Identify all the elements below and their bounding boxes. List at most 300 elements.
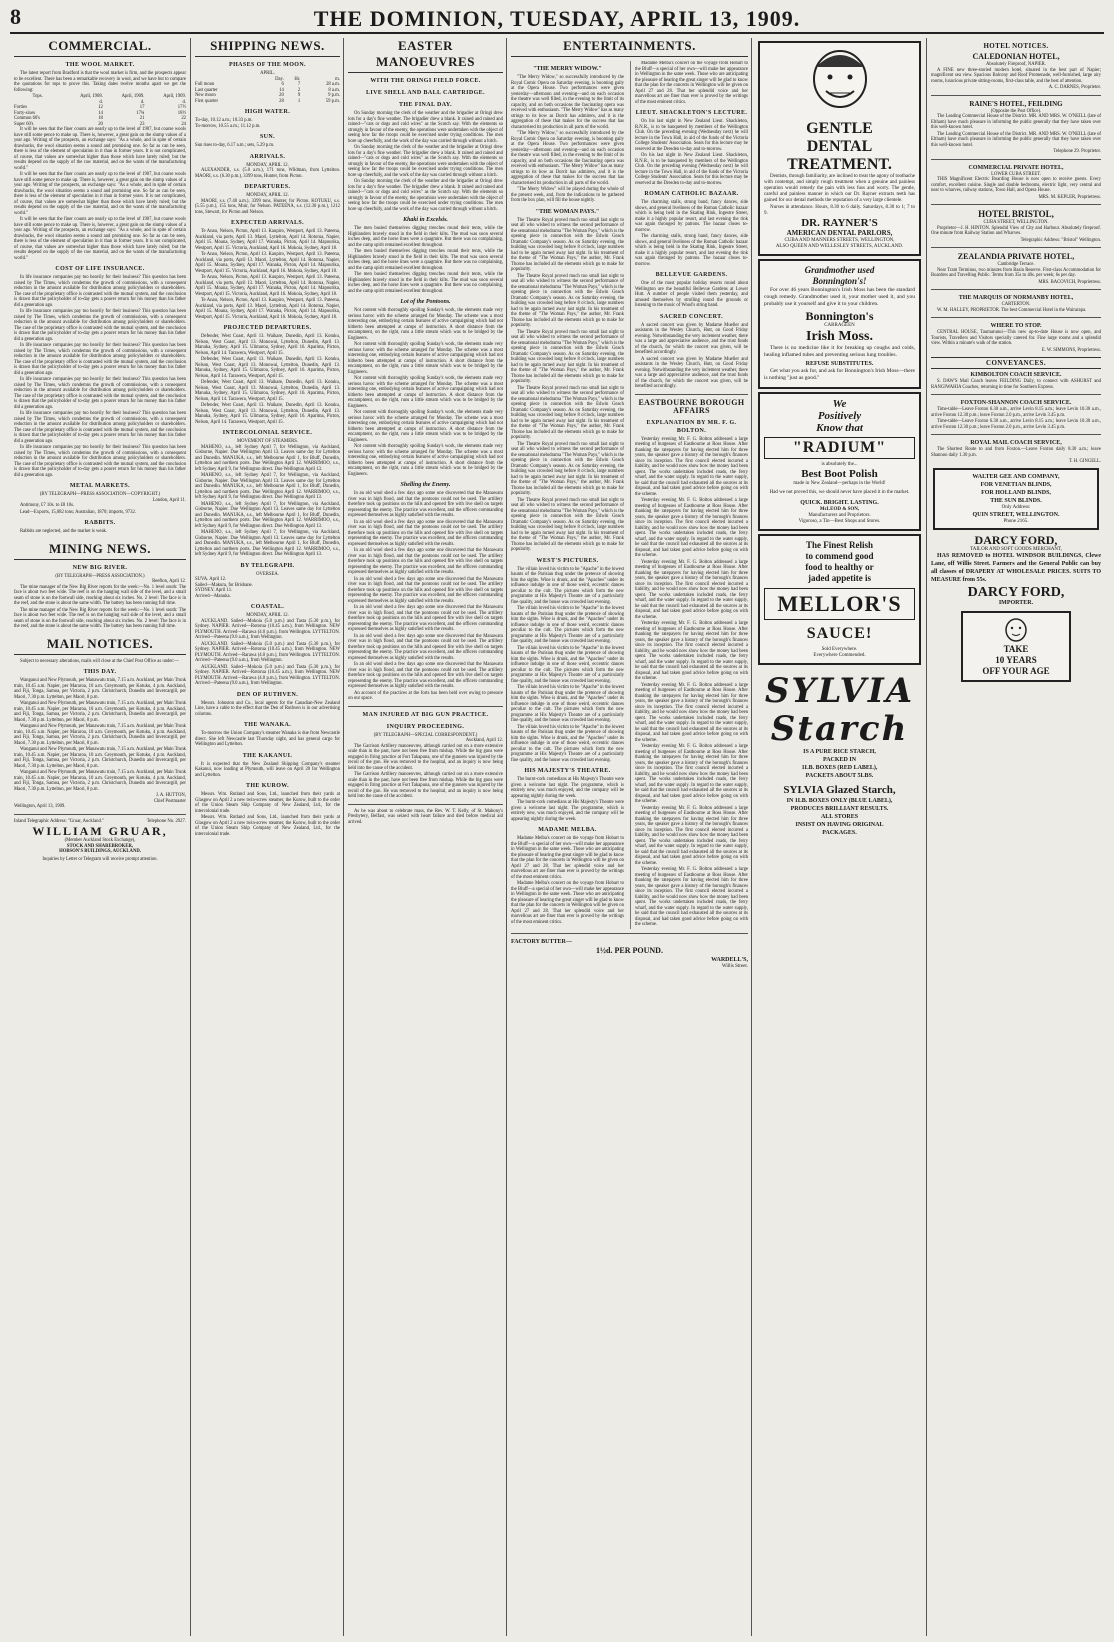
table-cell: First quarter (195, 98, 219, 104)
table-cell: New moon (195, 93, 216, 98)
table-cell: 23 (139, 121, 145, 127)
hotel-place: LOWER CUBA STREET. (991, 171, 1041, 177)
inquiry-body: The Garrison Artillery manoeuvres, although carried out on a more extensive scale than in the past, have not been free from mishap. While the big guns were engaged in firing practice at Fort Takapuna, one of the gunners was injured by the recoil of the gun. He was removed to the hospital, and an inquiry is now being held into the cause of the accident. (348, 743, 503, 771)
metal-byline: (BY TELEGRAPH—PRESS ASSOCIATION—COPYRIGHT.) (39, 492, 161, 497)
merry-widow-body: "The Merry Widow," so successfully introduced by the Royal Comic Opera on Saturday evening, is booming gaily at the Opera House. Two performances were given yesterday—afternoon and evening—and on each occasion the theatre was well filled, in the evening to the limit of its capacity, and on both occasions the fascinating opera was received with enthusiasm. "The Merry Widow" has as many strings to its bow as Dorrit has admirers, and it is the aggregation of these that makes for the success that has characterised its production in all parts of the world. (511, 75, 624, 130)
expected-body: Te Anau, Nelson, Picton, April 13. Kaupiro, Westport, April 13. Pateena, Auckland, via ports, April 13. Maori, Lyttelton, April 14. Rotorua, Napier, April 15. Moana, Sydney, April 17. Wanaka, Picton, April 14. Mapourika, Westport, April 15. Victoria, Auckland, April 16. Mokoia, Sydney, April 18. (195, 275, 340, 297)
sacred-body: A sacred concert was given by Madame Mueller and assistants in the Wesley Church, Hutt, on Good Friday evening. Notwithstanding the very inclement weather, there was a large and appreciative audience, and the trust funds of the church, for which the concert was given, will be benefited accordingly. (635, 356, 748, 389)
blinds-line: THE SUN BLINDS. (990, 497, 1042, 504)
factory-butter-label: FACTORY BUTTER— (511, 938, 572, 945)
take-line: 10 YEARS (995, 655, 1037, 665)
note-title: THE KAKANUI. (242, 752, 293, 759)
radium-maker: Vigoroso, a Tin—Best Shops and Stores. (798, 518, 881, 524)
smiling-man-illustration (780, 47, 900, 117)
bazaar-body: The charming stalls, strong band, fancy dances, side shows, and general liveliness of the Roman Catholic bazaar which is being held in the Skating Rink, Ingestre Street, make it a highly popular resort, and last evening the rink was again thronged by patrons. The bazaar closes to-morrow. (635, 234, 748, 267)
hotel-body: The Leading Commercial House of the District. MR. AND MRS. W. O'NEILL (late of Eltham) have much pleasure in informing the public generally that they have taken over this well-known hotel. (931, 131, 1101, 148)
melba-body: Madame Melba's concert on the voyage from Hobart to the Bluff—a special of her own—will make her appearance in Wellington in the same week. Those who are anticipating the pleasure of hearing the great singer will be glad to know that the plan for the concerts in Wellington will be given on April 27 and 28. That her splendid voice and her marvellous art are finer than ever is proved by the writings of the most eminent critics. (511, 836, 624, 880)
moon-header: Hr. (294, 76, 301, 82)
shelling-title: Shelling the Enemy. (400, 482, 451, 488)
departures-body: MAORI, s.s. (7.40 a.m.), 3399 tons, Hunter, for Picton. KOTUKU, s.s. (5.55 p.m.), 155 tons, Muir, for Nelson. PATEENA, s.s. (12.30 p.m.), 1212 tons, Stewart, for Picton and Nelson. (195, 198, 340, 215)
sylvia-starch: Starch (770, 708, 909, 749)
arrivals-date: MONDAY, APRIL 12. (246, 162, 289, 168)
wool-body: It will be seen that the finer counts are nearly up to the level of 1907, but coarse wools have still some pence to make up. There is, however, a great gain on the slump values of a year ago. Writing of the prospects, an exchange says: "As a whole, and in spite of certain drawbacks, the wool situation seems a sound and promising one. So far as can be seen, there is less of the element of speculation in it than in former years. It is not complicated, of course, that values are somewhat higher than those which have lately ruled; but the results depend on the supply of the raw material, and on the wants of the manufacturing world." (14, 172, 186, 216)
conveyance-body: Time-table—Leave Foxton 6.30 a.m., arrive Levin 8.15 a.m.; leave Levin 10.30 a.m., arrive Foxton 12.30 p.m.; leave Foxton 2.0 p.m., arrive Levin 3.45 p.m. (931, 419, 1101, 430)
radium-line: Positively (817, 409, 862, 422)
insurance-body: In life insurance companies pay too heavily for their business? This question has been raised by The Times, which condemns the growth of commissions, with a consequent reduction in the amount available for distribution among policyholders or shareholders. The case of the proprietary office is contrasted with the mutual system, and the conclusion is drawn that the policyholder of to-day gets a poorer return for his money than his father did a generation ago. (14, 411, 186, 444)
intercolonial-body: MAHENO, s.s., left Sydney April 7, for Wellington, via Auckland, Gisborne, Napier. Due Wellington April 13. Leaves same day for Lyttelton and Dunedin. MANUKA, s.s., left Melbourne April 1, for Bluff, Dunedin, Lyttelton and northern ports. Due Wellington April 12. WARRIMOO, s.s., left Sydney April 9, for Wellington direct. Due Wellington April 13. (195, 530, 340, 557)
mining-title: NEW BIG RIVER. (72, 564, 128, 571)
hotel-proprietor: A. C. DARNES, Proprietor. (1048, 85, 1101, 90)
sylvia-line: IN 1LB. BOXES ONLY (BLUE LABEL), (786, 797, 893, 804)
hotel-body: A FINE new three-storied modern hotel, situated in the best part of Napier; magnificent sea view. Spacious Balcony and Roof Promenade, well-furnished, large airy rooms, luxurious private sitting-rooms, first-class table, and the best of attention. (931, 67, 1101, 84)
intercolonial-title: INTERCOLONIAL SERVICE. (222, 430, 313, 436)
wests-title: WEST'S PICTURES. (536, 557, 599, 564)
wool-table-subheader: d. (140, 99, 145, 105)
wool-market-title: THE WOOL MARKET. (65, 62, 135, 68)
melba-body: Madame Melba's concert on the voyage from Hobart to the Bluff—a special of her own—will make her appearance in Wellington in the same week. Those who are anticipating the pleasure of hearing the great singer will be glad to know that the plan for the concerts in Wellington will be given on April 27 and 28. That her splendid voice and her marvellous art are finer than ever is proved by the writings of the most eminent critics. (511, 881, 624, 925)
hotel-heading: HOTEL NOTICES. (983, 42, 1049, 50)
divider (14, 814, 186, 815)
gruar-line: (Member Auckland Stock Exchange), (64, 838, 136, 843)
conveyance-name: ROYAL MAIL COACH SERVICE, (970, 440, 1062, 446)
woman-pays-body: The Theatre Royal proved much too small last night to seat all who wished to witness the second performance of the sensational melodrama "The Woman Pays," which is the opening piece in connection with the Edwin Geach Dramatic Company's season. As on Saturday evening, the building was crowded long before 8 o'clock, large numbers had to be again turned away last night. In his treatment of the theme of "The Woman Pays," the author, Mr. Frank Thorne has included all the elements which go to make for popularity. (511, 273, 624, 328)
wool-table-subheader: d. (99, 99, 103, 105)
table-cell: 18½ (177, 110, 186, 116)
majesty-body: The burnt-cork comedians at His Majesty's Theatre were given a welcome last night. The programme, which is entirely new, was much enjoyed, and the company will be appearing nightly during the week. (511, 800, 624, 822)
moon-header: m. (335, 76, 340, 82)
sacred-body: A sacred concert was given by Madame Mueller and assistants in the Wesley Church, Hutt, on Good Friday evening. Notwithstanding the very inclement weather, there was a large and appreciative audience, and the trust funds of the church, for which the concert was given, will be benefited accordingly. (635, 322, 748, 355)
table-cell: 22 (181, 116, 186, 121)
table-cell: 17½ (177, 105, 186, 110)
mail-body: Wanganui and New Plymouth, per Manawatu train, 7.15 a.m. Auckland, per Main Trunk train, 10.45 a.m. Napier, per Mararoa, 10 a.m. Greymouth, per Kotuku, 4 p.m. Auckland, and Fiji, Tonga, Samoa, per Victoria, 2 p.m. Christchurch, Dunedin and Invercargill, per Maori, 7.30 p.m. Lyttelton, per Maori, 8 p.m. (14, 770, 187, 792)
entertainments-heading: ENTERTAINMENTS. (511, 38, 748, 57)
projected-body: Defender, West Coast, April 13. Waikare, Dunedin, April 13. Kotuku, Nelson, West Coast, April 13. Monowai, Lyttelton, Dunedin, April 13. Manuka, Sydney, April 15. Ulimaroa, Sydney, April 16. Aparima, Picton, Nelson, April 14. Tarawera, Westport, April 15. (195, 380, 340, 402)
irish-moss-ad (758, 259, 921, 389)
moss-refuse: REFUSE SUBSTITUTES. (805, 360, 874, 367)
hotel-place: (Opposite the Post Office). (990, 108, 1042, 114)
easter-body: In an old wool shed a few days ago some one discovered that the Manawatu river was in high flood, and that the pontoons could not be used. The artillery therefore took up positions on the hills and opened fire with live shell on targets representing the enemy. The practice was excellent, and the officers commanding expressed themselves as highly satisfied with the results. (348, 662, 503, 689)
departures-date: MONDAY, APRIL 12. (246, 193, 289, 198)
bazaar-body: The charming stalls, strong band, fancy dances, side shows, and general liveliness of the Roman Catholic bazaar which is being held in the Skating Rink, Ingestre Street, make it a highly popular resort, and last evening the rink was again thronged by patrons. The bazaar closes to-morrow. (635, 200, 748, 233)
easter-body: On Sunday morning the clerk of the weather and the brigadier at Oringi drew lots for a day's fine weather. The brigadier drew a blank. It rained and rained and rained—"cats or dogs and cold wires" as the Scotch say. With the elements so strongly in favour of the enemy, the operations were undertaken with the object of seeing how far the troops could be exercised under trying conditions. The men bore up cheerfully, and the work of the day was carried through without a hitch. (348, 179, 503, 212)
table-cell: Last quarter (195, 87, 218, 93)
sylvia-line: 1LB. BOXES (RED LABEL), (801, 764, 878, 771)
column-entertainments (506, 38, 752, 1636)
tides-line: To-morrow, 10.55 a.m.; 11.12 p.m. (195, 123, 261, 129)
easter-heading: EASTER MANOEUVRES (348, 38, 503, 73)
merry-widow-title: "THE MERRY WIDOW." (533, 66, 602, 72)
table-cell: 20 (279, 93, 284, 98)
note-body: To-morrow the Union Company's steamer Wanaka is due from Newcastle direct. She left Newcastle last Thursday night, and has general cargo for Wellington and Lyttelton. (195, 731, 340, 747)
final-day-title: THE FINAL DAY. (398, 102, 452, 108)
columns (10, 38, 1104, 1636)
dental-hours: Nurses in attendance. Hours, 8.30 to 6 daily. Saturdays, 8.30 to 1; 7 to 9. (764, 204, 915, 216)
sylvia-line: PRODUCES BRILLIANT RESULTS. (790, 805, 889, 812)
telegraph-subtitle: OVERSEA. (256, 571, 279, 577)
sylvia-starch-ad (758, 668, 921, 841)
easter-body: In an old wool shed a few days ago some one discovered that the Manawatu river was in high flood, and that the pontoons could not be used. The artillery therefore took up positions on the hills and opened fire with live shell on targets representing the enemy. The practice was excellent, and the officers commanding expressed themselves as highly satisfied with the results. (348, 576, 503, 604)
wool-table-header: April, 1909. (121, 94, 145, 99)
wool-table-header: April, 1909. (163, 94, 186, 99)
wests-body: The villain loved his victim to be "Apache" in the lowest haunts of the Parisian thug under the pretence of showing him the sights. Wine is drunk, and the "Apaches" under its influence indulge in one of those weird, eccentric dances peculiar to the cult. The pictures which form the new programme at His Majesty's Theatre are of a particularly fine quality, and the house was crowded last evening. (511, 724, 624, 763)
gruar-address: Inland Telegraphic Address: "Gruar, Auckland." (14, 818, 104, 824)
melba-title: MADAME MELBA. (538, 827, 597, 833)
table-cell: 2 (297, 87, 301, 93)
table-cell: Super 60's (14, 121, 34, 127)
mail-signature-date: Wellington, April 13, 1909. (14, 804, 66, 809)
insurance-title: COST OF LIFE INSURANCE. (55, 266, 145, 272)
eastbourne-body: Yesterday evening Mr. F. G. Bolton addressed a large meeting of burgesses of Eastbourne at Ross House. After thanking the ratepayers for having elected him for three years, the speaker gave a history of the borough's finances since its inception. The first council elected incurred a liability, and he would now show how the money had been spent. The works undertaken included roads, the ferry wharf, and the water supply. In regard to the water supply, he said that the council had exhausted all the sources at its disposal, and had taken good advice before going on with the scheme. (635, 559, 748, 620)
easter-body: Not content with thoroughly spoiling Sunday's work, the elements made very serious havoc with the scheme arranged for Monday. The scheme was a most interesting one, embodying certain features of active campaigning which had not hitherto been attempted at camps of instruction. A short distance from the encampment, on the right, runs a little stream which was to be bridged by the Engineers. (348, 376, 503, 409)
hotel-name: WHERE TO STOP. (990, 323, 1042, 329)
hotel-name: ZEALANDIA PRIVATE HOTEL, (957, 252, 1075, 261)
easter-body: In an old wool shed a few days ago some one discovered that the Manawatu river was in high flood, and that the pontoons could not be used. The artillery therefore took up positions on the hills and opened fire with live shell on targets representing the enemy. The practice was excellent, and the officers commanding expressed themselves as highly satisfied with the results. (348, 633, 503, 661)
column-shipping (190, 38, 344, 1636)
entertainments-right (630, 61, 748, 929)
intercolonial-body: MAHENO, s.s., left Sydney April 7, for Wellington, via Auckland, Gisborne, Napier. Due Wellington April 13. Leaves same day for Lyttelton and Dunedin. MANUKA, s.s., left Melbourne April 1, for Bluff, Dunedin, Lyttelton and northern ports. Due Wellington April 12. WARRIMOO, s.s., left Sydney April 9, for Wellington direct. Due Wellington April 13. (195, 444, 340, 472)
tides-line: To-day, 10.12 a.m.; 10.33 p.m. (195, 118, 253, 123)
insurance-body: In life insurance companies pay too heavily for their business? This question has been raised by The Times, which condemns the growth of commissions, with a consequent reduction in the amount available for distribution among policyholders or shareholders. The case of the proprietary office is contrasted with the mutual system, and the conclusion is drawn that the policyholder of to-day gets a poorer return for his money than his father did a generation ago. (14, 275, 186, 308)
sacred-title: SACRED CONCERT. (659, 313, 724, 320)
mail-body: Wanganui and New Plymouth, per Manawatu train, 7.15 a.m. Auckland, per Main Trunk train, 10.45 a.m. Napier, per Mararoa, 10 a.m. Greymouth, per Kotuku, 4 p.m. Auckland, and Fiji, Tonga, Samoa, per Victoria, 2 p.m. Christchurch, Dunedin and Invercargill, per Maori, 7.30 p.m. Lyttelton, per Maori, 8 p.m. (14, 701, 187, 723)
radium-is: is absolutely the... (821, 461, 858, 467)
mail-heading: MAIL NOTICES. (14, 636, 186, 655)
note-title: THE WANAKA. (243, 722, 292, 728)
entertainments-subcolumns (511, 61, 748, 929)
hotel-name: THE MARQUIS OF NORMANBY HOTEL, (958, 295, 1074, 301)
merry-widow-body: "The Merry Widow," so successfully introduced by the Royal Comic Opera on Saturday evening, is booming gaily at the Opera House. Two performances were given yesterday—afternoon and evening—and on each occasion the theatre was well filled, in the evening to the limit of its capacity, and on both occasions the fascinating opera was received with enthusiasm. "The Merry Widow" has as many strings to its bow as Dorrit has admirers, and it is the aggregation of these that makes for the success that has characterised its production in all parts of the world. (511, 131, 624, 186)
intercolonial-body: MAHENO, s.s., left Sydney April 7, for Wellington, via Auckland, Gisborne, Napier. Due Wellington April 13. Leaves same day for Lyttelton and Dunedin. MANUKA, s.s., left Melbourne April 1, for Bluff, Dunedin, Lyttelton and northern ports. Due Wellington April 12. WARRIMOO, s.s., left Sydney April 9, for Wellington direct. Due Wellington April 13. (195, 501, 340, 529)
moon-title: PHASES OF THE MOON. (229, 62, 306, 68)
hotel-body: THIS Magnificent Electric Boarding House is now open to receive guests. Every comfort, excellent cuisine. Single and double bedrooms, electric light, very central and near to wharves, railway stations, Town Hall, and Opera House. (931, 177, 1101, 193)
darcy-body: HAS REMOVED to HOTEL WINDSOR BUILDINGS, Clewe Lane, off Willis Street. Farmers and the General Public can buy all classes of DRAPERY AT WHOLESALE PRICES. SUITS TO MEASURE from 55s. (931, 553, 1101, 583)
hotel-place: Absolutely Fireproof, NAPIER. (986, 62, 1046, 67)
mellors-sauce: SAUCE! (806, 624, 873, 642)
mail-signature-title: Chief Postmaster (153, 798, 186, 804)
conveyance-name: KIMBOLTON COACH SERVICE. (970, 372, 1062, 378)
insurance-body: In life insurance companies pay too heavily for their business? This question has been raised by The Times, which condemns the growth of commissions, with a consequent reduction in the amount available for distribution among policyholders or shareholders. The case of the proprietary office is contrasted with the mutual system, and the conclusion is drawn that the policyholder of to-day gets a poorer return for his money than his father did a generation ago. (14, 445, 186, 478)
easter-body: An account of the practices at the forts has been held over owing to pressure on our space. (348, 690, 503, 701)
wool-body: It will be seen that the finer counts are nearly up to the level of 1907, but coarse wools have still some pence to make up. There is, however, a great gain on the slump values of a year ago. Writing of the prospects, an exchange says: "As a whole, and in spite of certain drawbacks, the wool situation seems a sound and promising one. So far as can be seen, there is less of the element of speculation in it than in former years. It is not complicated, of course, that values are somewhat higher than those which have lately ruled; but the results depend on the supply of the raw material, and on the wants of the manufacturing world." (14, 217, 186, 261)
darcy-trade: TAILOR AND SOFT GOODS MERCHANT, (970, 546, 1062, 552)
note-body: Messrs. Johnston and Co., local agents for the Canadian-New Zealand Line, have a cable to the effect that the Den of Ruthven is in our advertising columns. (195, 700, 340, 717)
shipping-heading: SHIPPING NEWS. (195, 38, 340, 57)
conveyance-body: Time-table—Leave Foxton 6.30 a.m., arrive Levin 8.15 a.m.; leave Levin 10.30 a.m., arrive Foxton 12.30 p.m.; leave Foxton 2.0 p.m., arrive Levin 3.45 p.m. (931, 407, 1101, 418)
mining-body: The mine manager of the New Big River reports for the week:—No. 1 level south: The face is about two feet wide. The reef is on the hanging wall side of the level, and a small seam of stone is on the footwall side, reaching about six inches. No. 2 level: The face is in the reef, and the stone is about the same width. The battery has been running full time. (14, 584, 186, 606)
blinds-line: Phone 2165. (1003, 518, 1029, 524)
divider (931, 204, 1101, 205)
table-cell: 6 (281, 82, 284, 87)
hotel-place: CUBA STREET, WELLINGTON. (983, 220, 1049, 225)
moss-product: Irish Moss. (806, 328, 873, 344)
blinds-line: QUIN STREET, WELLINGTON. (972, 511, 1060, 518)
dental-address: ALSO QUEEN AND WELLESLEY STREETS, AUCKLAND. (775, 243, 904, 249)
masthead-title: THE DOMINION, TUESDAY, APRIL 13, 1909. (313, 6, 801, 31)
note-body: Messrs. Wm. Rutland and Sons, Ltd., launched from their yards at Glasgow on April 2 a new twin-screw steamer, the Kurow, built to the order of the Union Steam Ship Company of New Zealand, Ltd., for the intercolonial trade. (195, 792, 340, 814)
projected-body: Defender, West Coast, April 13. Waikare, Dunedin, April 13. Kotuku, Nelson, West Coast, April 13. Monowai, Lyttelton, Dunedin, April 13. Manuka, Sydney, April 15. Ulimaroa, Sydney, April 16. Aparima, Picton, Nelson, April 14. Tarawera, Westport, April 15. (195, 403, 340, 425)
projected-body: Defender, West Coast, April 13. Waikare, Dunedin, April 13. Kotuku, Nelson, West Coast, April 13. Monowai, Lyttelton, Dunedin, April 13. Manuka, Sydney, April 15. Ulimaroa, Sydney, April 16. Aparima, Picton, Nelson, April 14. Tarawera, Westport, April 15. (195, 334, 340, 356)
coastal-body: AUCKLAND. Sailed—Mokoia (5.0 p.m.) and Tasta (5.30 p.m.), for Sydney. NAPIER. Arrived—Rotorua (10.45 a.m.), from Wellington. NEW PLYMOUTH. Arrived—Rarawa (4.0 p.m.), from Wellington. LYTTELTON. Arrived—Pateena (9.0 a.m.), from Wellington. (195, 664, 340, 686)
hotel-name: HOTEL BRISTOL, (978, 209, 1054, 219)
tides-title: HIGH WATER. (244, 109, 291, 115)
bellevue-title: BELLEVUE GARDENS. (655, 272, 728, 278)
rabbits-title: RABBITS. (84, 520, 116, 526)
easter-body: The men busied themselves digging trenches round their tents, while the Highlanders bravely stood in the field in their kilts. The mud was soon several inches deep, and the horse lines were a quagmire. But there was no complaining, and the camp spirit remained excellent throughout. (348, 226, 503, 248)
coastal-body: AUCKLAND. Sailed—Mokoia (5.0 p.m.) and Tasta (5.30 p.m.), for Sydney. NAPIER. Arrived—Rotorua (10.45 a.m.), from Wellington. NEW PLYMOUTH. Arrived—Rarawa (4.0 p.m.), from Wellington. LYTTELTON. Arrived—Pateena (9.0 a.m.), from Wellington. (195, 641, 340, 663)
dental-firm: DR. RAYNER'S (801, 216, 878, 229)
table-cell: 24 (181, 121, 186, 127)
arrivals-body: ALEXANDER, s.s. (5.0 a.m.), 171 tons, Wildman, from Lyttelton. MAORI, s.s. (6.30 p.m.), 3399 tons, Hunter, from Picton. (195, 168, 340, 179)
telegraph-item: Sailed—Makura, for Brisbane. (195, 582, 253, 588)
sylvia-line: IS A PURE RICE STARCH, (803, 748, 876, 755)
mining-body: The mine manager of the New Big River reports for the week:—No. 1 level south: The face is about two feet wide. The reef is on the hanging wall side of the level, and a small seam of stone is on the footwall side, reaching about six inches. No. 2 level: The face is in the reef, and the stone is about the same width. The battery has been running full time. (14, 607, 186, 629)
easter-body: On Sunday morning the clerk of the weather and the brigadier at Oringi drew lots for a day's fine weather. The brigadier drew a blank. It rained and rained and rained—"cats or dogs and cold wires" as the Scotch say. With the elements so strongly in favour of the enemy, the operations were undertaken with the object of seeing how far the troops could be exercised under trying conditions. The men bore up cheerfully, and the work of the day was carried through without a hitch. (348, 145, 503, 178)
hotel-body: W. M. HALLEY, PROPRIETOR. The best Commercial Hotel in the Wairarapa. (937, 307, 1087, 313)
divider (931, 95, 1101, 96)
column-easter (343, 38, 507, 1636)
dental-ad (758, 41, 921, 256)
eastbourne-body: Yesterday evening Mr. F. G. Bolton addressed a large meeting of burgesses of Eastbourne at Ross House. After thanking the ratepayers for having elected him for three years, the speaker gave a history of the borough's finances since its inception. The first council elected incurred a liability, and he would now show how the money had been spent. The works undertaken included roads, the ferry wharf, and the water supply. In regard to the water supply, he said that the council had exhausted all the sources at its disposal, and had taken good advice before going on with the scheme. (635, 744, 748, 804)
dental-firm: AMERICAN DENTAL PARLORS, (786, 228, 893, 237)
table-cell: Common 60's (14, 116, 40, 121)
hotel-name: COMMERCIAL PRIVATE HOTEL, (968, 164, 1064, 171)
masthead (10, 4, 1104, 34)
metal-place: London, April 11. (152, 497, 186, 503)
wests-body: The villain loved his victim to be "Apache" in the lowest haunts of the Parisian thug under the pretence of showing him the sights. Wine is drunk, and the "Apaches" under its influence indulge in one of those weird, eccentric dances peculiar to the cult. The pictures which form the new programme at His Majesty's Theatre are of a particularly fine quality, and the house was crowded last evening. (511, 645, 624, 684)
radium-ad (758, 392, 921, 531)
blinds-line: WALTER GEE AND COMPANY, (972, 473, 1060, 480)
darcy-name-2: DARCY FORD, (967, 585, 1065, 600)
divider (635, 394, 748, 395)
easter-body: Not content with thoroughly spoiling Sunday's work, the elements made very serious havoc with the scheme arranged for Monday. The scheme was a most interesting one, embodying certain features of active campaigning which had not hitherto been attempted at camps of instruction. A short distance from the encampment, on the right, runs a little stream which was to be bridged by the Engineers. (348, 342, 503, 375)
easter-body: As he was about to celebrate mass, the Rev. W. T. Kelly, of St. Mahony's Presbytery, Belfast, was seized with heart failure and died before medical aid arrived. (348, 808, 503, 825)
radium-line: We (832, 397, 847, 410)
note-body: Messrs. Wm. Rutland and Sons, Ltd., launched from their yards at Glasgow on April 2 a new twin-screw steamer, the Kurow, built to the order of the Union Steam Ship Company of New Zealand, Ltd., for the intercolonial trade. (195, 815, 340, 837)
moss-body: For over 46 years Bonnington's Irish Moss has been the standard cough remedy. Grandmother used it, your mother used it, and you probably use it yourself and give it to your children. (764, 286, 915, 307)
mail-body: Wanganui and New Plymouth, per Manawatu train, 7.15 a.m. Auckland, per Main Trunk train, 10.45 a.m. Napier, per Mararoa, 10 a.m. Greymouth, per Kotuku, 4 p.m. Auckland, and Fiji, Tonga, Samoa, per Victoria, 2 p.m. Christchurch, Dunedin and Invercargill, per Maori, 7.30 p.m. Lyttelton, per Maori, 8 p.m. (14, 747, 187, 769)
easter-body: In an old wool shed a few days ago some one discovered that the Manawatu river was in high flood, and that the pontoons could not be used. The artillery therefore took up positions on the hills and opened fire with live shell on targets representing the enemy. The practice was excellent, and the officers commanding expressed themselves as highly satisfied with the results. (348, 548, 503, 575)
column-ads-1 (751, 38, 927, 1636)
coastal-date: MONDAY, APRIL 12. (246, 613, 289, 618)
darcy-importer: IMPORTER. (998, 600, 1034, 606)
radium-maker: McLEOD & SON, (819, 506, 860, 512)
wool-table-header: Tops. (32, 94, 43, 99)
mail-body: Wanganui and New Plymouth, per Manawatu train, 7.15 a.m. Auckland, per Main Trunk train, 10.45 a.m. Napier, per Mararoa, 10 a.m. Greymouth, per Kotuku, 4 p.m. Auckland, and Fiji, Tonga, Samoa, per Victoria, 2 p.m. Christchurch, Dunedin and Invercargill, per Maori, 7.30 p.m. Lyttelton, per Maori, 8 p.m. (14, 724, 187, 746)
sylvia-line: ALL STORES (820, 813, 859, 820)
divider (511, 933, 748, 934)
note-body: It is expected that the New Zealand Shipping Company's steamer Kakanui, now loading at Plymouth, will leave on April 20 for Wellington and Lyttelton. (195, 761, 340, 778)
sylvia-line: INSIST ON HAVING ORIGINAL (795, 821, 884, 828)
sylvia-name: SYLVIA (764, 670, 915, 711)
conveyance-body: S. DAW'S Mail Coach leaves FEILDING Daily, to connect with ASHURST and RANGIWAHIA Coaches, returning in time for Southern Express. (931, 379, 1101, 390)
eastbourne-body: Yesterday evening Mr. F. G. Bolton addressed a large meeting of burgesses of Eastbourne at Ross House. After thanking the ratepayers for having elected him for three years, the speaker gave a history of the borough's finances since its inception. The first council elected incurred a liability, and he would now show how the money had been spent. The works undertaken included roads, the ferry wharf, and the water supply. In regard to the water supply, he said that the council had exhausted all the sources at its disposal, and had taken good advice before going on with the scheme. (635, 436, 748, 497)
coastal-title: COASTAL. (250, 604, 285, 610)
expected-body: Te Anau, Nelson, Picton, April 13. Kaupiro, Westport, April 13. Pateena, Auckland, via ports, April 13. Maori, Lyttelton, April 14. Rotorua, Napier, April 15. Moana, Sydney, April 17. Wanaka, Picton, April 14. Mapourika, Westport, April 15. Victoria, Auckland, April 16. Mokoia, Sydney, April 18. (195, 298, 340, 320)
note-title: THE KUROW. (245, 783, 290, 789)
divider (931, 394, 1101, 395)
insurance-body: In life insurance companies pay too heavily for their business? This question has been raised by The Times, which condemns the growth of commissions, with a consequent reduction in the amount available for distribution among policyholders or shareholders. The case of the proprietary office is contrasted with the mutual system, and the conclusion is drawn that the policyholder of to-day gets a poorer return for his money than his father did a generation ago. (14, 377, 186, 410)
dental-line: DENTAL (806, 137, 873, 155)
column-ads-2 (926, 38, 1105, 1636)
radium-best: Best Boot Polish (801, 467, 878, 480)
easter-body: In an old wool shed a few days ago some one discovered that the Manawatu river was in high flood, and that the pontoons could not be used. The artillery therefore took up positions on the hills and opened fire with live shell on targets representing the enemy. The practice was excellent, and the officers commanding expressed themselves as highly satisfied with the results. (348, 605, 503, 632)
telegraph-item: SUVA. April 12. (195, 577, 227, 582)
table-cell: 21 (139, 116, 145, 121)
mellors-line: The Finest Relish (805, 539, 873, 550)
projected-title: PROJECTED DEPARTURES. (223, 325, 312, 331)
hotel-body: The Leading Commercial House of the District. MR. AND MRS. W. O'NEILL (late of Eltham) have much pleasure in informing the public generally that they have taken over this well-known hotel. (931, 114, 1101, 130)
moss-line: Grandmother used (804, 264, 875, 275)
entertainments-left (511, 61, 624, 929)
expected-body: Te Anau, Nelson, Picton, April 13. Kaupiro, Westport, April 13. Pateena, Auckland, via ports, April 13. Maori, Lyttelton, April 14. Rotorua, Napier, April 15. Moana, Sydney, April 17. Wanaka, Picton, April 14. Mapourika, Westport, April 15. Victoria, Auckland, April 16. Mokoia, Sydney, April 18. (195, 252, 340, 274)
wool-body: It will be seen that the finer counts are nearly up to the level of 1907, but coarse wools have still some pence to make up. There is, however, a great gain on the slump values of a year ago. Writing of the prospects, an exchange says: "As a whole, and in spite of certain drawbacks, the wool situation seems a sound and promising one. So far as can be seen, there is less of the element of speculation in it than in former years. It is not complicated, of course, that values are somewhat higher than those which have lately ruled; but the results depend on the supply of the raw material, and on the wants of the manufacturing world." (14, 127, 186, 171)
blinds-line: FOR VENETIAN BLINDS, (980, 481, 1052, 488)
mellors-line: food to healthy or (805, 561, 874, 572)
intercolonial-subtitle: MOVEMENT OF STEAMERS. (237, 439, 298, 444)
mining-heading: MINING NEWS. (14, 541, 186, 560)
divider (931, 317, 1101, 318)
mellors-sold: Sold Everywhere. (821, 646, 858, 652)
eastbourne-body: Yesterday evening Mr. F. G. Bolton addressed a large meeting of burgesses of Eastbourne at Ross House. After thanking the ratepayers for having elected him for three years, the speaker gave a history of the borough's finances since its inception. The first council elected incurred a liability, and he would now show how the money had been spent. The works undertaken included roads, the ferry wharf, and the water supply. In regard to the water supply, he said that the council had exhausted all the sources at its disposal, and had taken good advice before going on with the scheme. (635, 682, 748, 743)
butter-price: 1½d. PER POUND. (596, 945, 663, 955)
moss-carrageen: CARRAGEEN (824, 322, 855, 328)
sun-line: Sun rises to-day, 6.17 a.m.; sets, 5.29 p.m. (195, 143, 275, 148)
easter-body: Not content with thoroughly spoiling Sunday's work, the elements made very serious havoc with the scheme arranged for Monday. The scheme was a most interesting one, embodying certain features of active campaigning which had not hitherto been attempted at camps of instruction. A short distance from the encampment, on the right, runs a little stream which was to be bridged by the Engineers. (348, 444, 503, 477)
metal-line: Antimony, £7 10s. to £8 10s. (20, 503, 75, 508)
metal-line: Lead—Exports, 15,082 tons; Australian, 1870; imports, 9732. (20, 509, 137, 515)
table-cell: 7 (297, 82, 301, 87)
moon-month: APRIL. (260, 71, 275, 76)
easter-body: Not content with thoroughly spoiling Sunday's work, the elements made very serious havoc with the scheme arranged for Monday. The scheme was a most interesting one, embodying certain features of active campaigning which had not hitherto been attempted at camps of instruction. A short distance from the encampment, on the right, runs a little stream which was to be bridged by the Engineers. (348, 308, 503, 341)
hotel-body: Proprietor—J. H. HINTON. Splendid View of City and Harbour. Absolutely fireproof. One minute from Railway Station and Wharves. (931, 225, 1101, 236)
mellors-ad (758, 534, 921, 665)
table-cell: 28 (279, 98, 284, 104)
coastal-body: AUCKLAND. Sailed—Mokoia (5.0 p.m.) and Tasta (5.30 p.m.), for Sydney. NAPIER. Arrived—Rotorua (10.45 a.m.), from Wellington. NEW PLYMOUTH. Arrived—Rarawa (4.0 p.m.), from Wellington. LYTTELTON. Arrived—Pateena (9.0 a.m.), from Wellington. (195, 618, 340, 640)
note-title: DEN OF RUTHVEN. (236, 691, 299, 698)
woman-pays-body: The Theatre Royal proved much too small last night to seat all who wished to witness the second performance of the sensational melodrama "The Woman Pays," which is the opening piece in connection with the Edwin Geach Dramatic Company's season. As on Saturday evening, the building was crowded long before 8 o'clock, large numbers had to be again turned away last night. In his treatment of the theme of "The Woman Pays," the author, Mr. Frank Thorne has included all the elements which go to make for popularity. (511, 441, 624, 496)
easter-subheading: WITH THE ORINGI FIELD FORCE. (370, 78, 481, 84)
gruar-name: WILLIAM GRUAR, (32, 824, 168, 838)
melba-body: Madame Melba's concert on the voyage from Hobart to the Bluff—a special of her own—will make her appearance in Wellington in the same week. Those who are anticipating the pleasure of hearing the great singer will be glad to know that the plan for the concerts in Wellington will be given on April 27 and 28. That her splendid voice and her marvellous art are finer than ever is proved by the writings of the most eminent critics. (635, 61, 748, 105)
gruar-footer: Inquiries by Letter or Telegram will receive prompt attention. (42, 856, 158, 862)
majesty-title: HIS MAJESTY'S THEATRE. (524, 768, 611, 774)
telegraph-item: SYDNEY. April 11. (195, 588, 233, 593)
take-ten-years-ad (961, 611, 1071, 683)
moss-body: There is no medicine like it for breaking up coughs and colds, healing inflamed tubes and preventing serious lung troubles. (764, 344, 915, 358)
table-cell: 9 p.m. (328, 93, 340, 98)
expected-title: EXPECTED ARRIVALS. (230, 220, 305, 226)
radium-brand: "RADIUM" (764, 437, 915, 459)
woman-pays-body: The Theatre Royal proved much too small last night to seat all who wished to witness the second performance of the sensational melodrama "The Woman Pays," which is the opening piece in connection with the Edwin Geach Dramatic Company's season. As on Saturday evening, the building was crowded long before 8 o'clock, large numbers had to be again turned away last night. In his treatment of the theme of "The Woman Pays," the author, Mr. Frank Thorne has included all the elements which go to make for popularity. (511, 329, 624, 384)
table-cell: 8 a.m. (328, 87, 340, 93)
eastbourne-body: Yesterday evening Mr. F. G. Bolton addressed a large meeting of burgesses of Eastbourne at Ross House. After thanking the ratepayers for having elected him for three years, the speaker gave a history of the borough's finances since its inception. The first council elected incurred a liability, and he would now show how the money had been spent. The works undertaken included roads, the ferry wharf, and the water supply. In regard to the water supply, he said that the council had exhausted all the sources at its disposal, and had taken good advice before going on with the scheme. (635, 498, 748, 558)
easter-body: The men busied themselves digging trenches round their tents, while the Highlanders bravely stood in the field in their kilts. The mud was soon several inches deep, and the horse lines were a quagmire. But there was no complaining, and the camp spirit remained excellent throughout. (348, 272, 503, 294)
gruar-line: HOBSON'S BUILDINGS, AUCKLAND. (59, 849, 141, 854)
easter-body: The men busied themselves digging trenches round their tents, while the Highlanders bravely stood in the field in their kilts. The mud was soon several inches deep, and the horse lines were a quagmire. But there was no complaining, and the camp spirit remained excellent throughout. (348, 249, 503, 271)
table-cell: 17¾ (136, 110, 145, 116)
hotel-place: Cambridge Terrace. (997, 262, 1035, 267)
telegraph-title: BY TELEGRAPH. (240, 562, 295, 569)
eastbourne-title: EASTBOURNE BOROUGH AFFAIRS (638, 397, 745, 415)
table-cell: 28 a.m. (326, 82, 340, 87)
radium-had: Had we not proved this, we should never have placed it in the market. (769, 489, 910, 495)
table-cell: 14 (98, 110, 103, 116)
mining-place: Reefton, April 12. (152, 579, 186, 584)
sun-title: SUN. (259, 134, 276, 140)
sylvia-line: PACKAGES. (822, 829, 857, 836)
table-cell: Full moon (195, 82, 215, 87)
table-cell: 59 p.m. (325, 98, 340, 104)
conveyances-heading: CONVEYANCES. (931, 357, 1101, 369)
hotel-proprietor: Telephone 29. Proprietor. (1053, 149, 1101, 154)
dental-line: TREATMENT. (787, 155, 892, 173)
injured-title: MAN INJURED AT BIG GUN PRACTICE. (362, 711, 489, 718)
majesty-body: The burnt-cork comedians at His Majesty's Theatre were given a welcome last night. The programme, which is entirely new, was much enjoyed, and the company will be appearing nightly during the week. (511, 777, 624, 799)
mining-byline: (BY TELEGRAPH—PRESS ASSOCIATION.) (55, 573, 145, 579)
divider (931, 289, 1101, 290)
table-cell: Forty-sixes (14, 110, 36, 116)
take-line: TAKE (1003, 644, 1029, 654)
wool-table-header: April, 1908. (80, 94, 103, 99)
table-cell: 14 (279, 87, 284, 93)
inquiry-body: The Garrison Artillery manoeuvres, although carried out on a more extensive scale than in the past, have not been free from mishap. While the big guns were engaged in firing practice at Fort Takapuna, one of the gunners was injured by the recoil of the gun. He was removed to the hospital, and an inquiry is now being held into the cause of the accident. (348, 772, 503, 799)
blinds-line: Only Address: (1001, 504, 1031, 510)
projected-body: Defender, West Coast, April 13. Waikare, Dunedin, April 13. Kotuku, Nelson, West Coast, April 13. Monowai, Lyttelton, Dunedin, April 13. Manuka, Sydney, April 15. Ulimaroa, Sydney, April 16. Aparima, Picton, Nelson, April 14. Tarawera, Westport, April 15. (195, 357, 340, 379)
blinds-ad (933, 468, 1099, 530)
radium-qualities: QUICK. BRIGHT. LASTING. (800, 499, 879, 506)
mellors-line: to commend good (805, 550, 874, 561)
hotel-proprietor: E. W. SIMMONS, Proprietress. (1041, 347, 1101, 353)
gruar-telephone: Telephone No. 2927. (146, 818, 186, 824)
hotel-place: CARTERTON. (1001, 302, 1031, 307)
mellors-brand: MELLOR'S (764, 588, 915, 620)
eastbourne-body: Yesterday evening Mr. F. G. Bolton addressed a large meeting of burgesses of Eastbourne at Ross House. After thanking the ratepayers for having elected him for three years, the speaker gave a history of the borough's finances since its inception. The first council elected incurred a liability, and he would now show how the money had been spent. The works undertaken included roads, the ferry wharf, and the water supply. In regard to the water supply, he said that the council had exhausted all the sources at its disposal, and had taken good advice before going on with the scheme. (635, 867, 748, 927)
conveyance-proprietor: T. H. GINGELL. (1068, 459, 1101, 464)
hotel-body: CENTRAL HOUSE, Taumarunui—This new up-to-date House is now open, and Tourists, Travellers and Visitors specially catered for. Fine large rooms and a splendid view. Within a minute's walk of the station. (931, 330, 1101, 346)
hotel-proprietor: Telegraphic Address: "Bristol" Wellington. (1020, 237, 1101, 243)
conveyance-body: The Shortest Route to and from Foxton.—Leave Foxton daily 8.30 a.m.; leave Shannon daily 1.30 p.m. (931, 447, 1101, 458)
pontoons-title: Lot of the Pontoons. (400, 299, 451, 305)
take-line: OFF YOUR AGE (982, 666, 1050, 676)
table-cell: 1 (297, 98, 301, 104)
radium-made: made in New Zealand—perhaps in the World! (793, 480, 886, 486)
divider (931, 159, 1101, 160)
dental-address: CUBA AND MANNERS STREETS, WELLINGTON, (784, 237, 895, 243)
sylvia-line: PACKETS ABOUT 5LBS. (805, 772, 874, 779)
table-cell: 18 (98, 116, 103, 121)
mail-intro: Subject to necessary alterations, mails will close at the Chief Post Office as under:— (20, 658, 179, 664)
telegraph-item: Arrived—Manuka. (195, 593, 231, 599)
wardell-address: Willis Street. (721, 963, 748, 969)
radium-maker: Manufacturers and Proprietors. (808, 512, 871, 518)
divider (931, 247, 1101, 248)
wests-body: The villain loved his victim to be "Apache" in the lowest haunts of the Parisian thug under the pretence of showing him the sights. Wine is drunk, and the "Apaches" under its influence indulge in one of those weird, eccentric dances peculiar to the cult. The pictures which form the new programme at His Majesty's Theatre are of a particularly fine quality, and the house was crowded last evening. (511, 606, 624, 644)
mellors-sold: Everywhere Commended. (813, 652, 866, 658)
easter-body: In an old wool shed a few days ago some one discovered that the Manawatu river was in high flood, and that the pontoons could not be used. The artillery therefore took up positions on the hills and opened fire with live shell on targets representing the enemy. The practice was excellent, and the officers commanding expressed themselves as highly satisfied with the results. (348, 519, 503, 547)
gruar-line: STOCK AND SHAREBROKER, (66, 843, 134, 849)
moon-table (195, 77, 340, 105)
hotel-name: CALEDONIAN HOTEL, (972, 52, 1060, 61)
shackleton-body: On his last night in New Zealand Lieut. Shackleton, R.N.R., is to be banqueted by members of the Wellington Club. On the preceding evening (Wednesday next) he will lecture in the Town Hall, in aid of the funds of the Victoria College Students' Association. Seats for this lecture may be reserved at the Dresden to-day and to-morrow. (635, 119, 748, 152)
hotel-proprietor: MRS. BACOVICH, Proprietress. (1038, 279, 1101, 285)
table-cell: 9 (297, 93, 301, 98)
hotel-body: Near Tram Terminus, two minutes from Basin Reserve. First-class Accommodation for Boarders and Travelling Public. Terms from 35s to 40s. per week; 6s per day. (931, 267, 1101, 278)
wool-table-subheader: d. (182, 99, 186, 105)
wool-table (14, 94, 186, 127)
table-row (195, 99, 340, 105)
mail-signature: J. A. HUTTON, (156, 793, 186, 798)
rabbits-body: Rabbits are neglected, and the market is weak. (20, 529, 108, 534)
